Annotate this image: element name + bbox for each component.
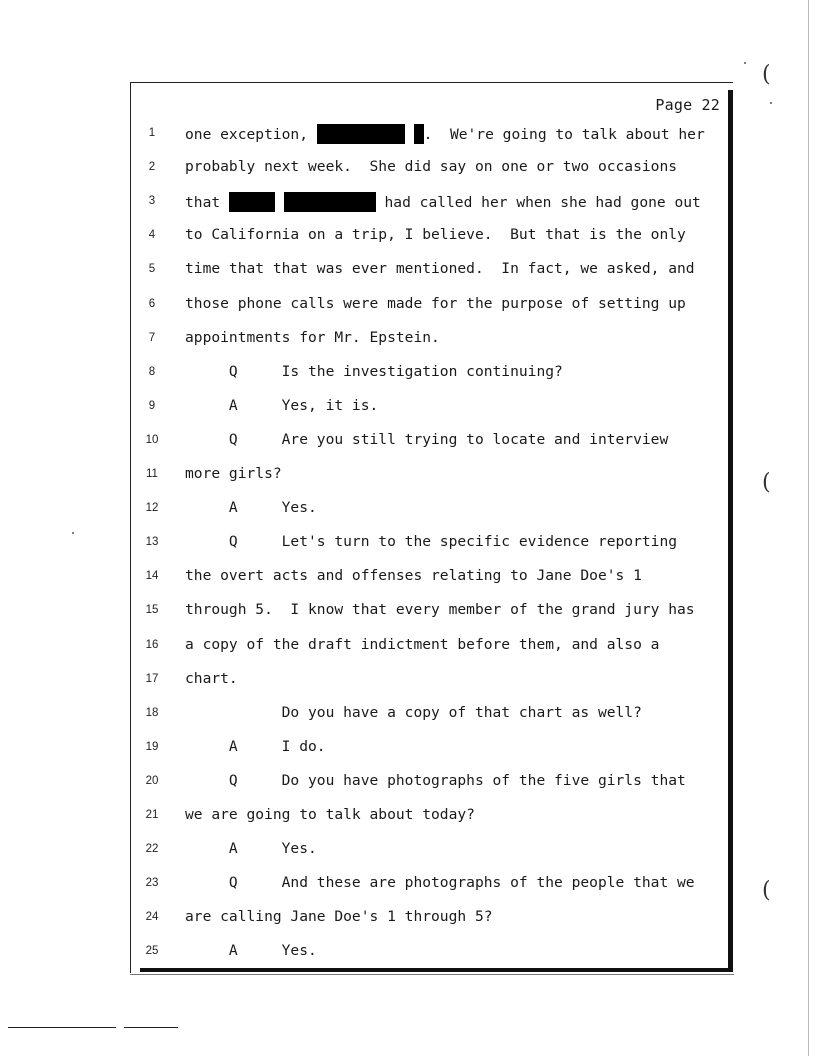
frame-bottom-border	[140, 968, 732, 972]
transcript-line	[185, 806, 475, 824]
line-text-segment: A Yes.	[185, 942, 317, 960]
transcript-line	[185, 260, 695, 278]
transcript-line	[185, 192, 701, 212]
line-number: 12	[145, 502, 159, 515]
line-text-segment: that	[185, 194, 229, 212]
transcript-line	[185, 431, 668, 449]
line-text-segment: a copy of the draft indictment before them, and also a	[185, 635, 660, 653]
line-text-segment: A I do.	[185, 737, 326, 755]
line-text-segment: more girls?	[185, 465, 282, 482]
footer-rule	[8, 1027, 116, 1028]
redaction-block	[284, 192, 376, 212]
line-text-segment: chart.	[185, 669, 238, 687]
transcript-line	[185, 295, 686, 313]
line-text-segment: time that that was ever mentioned. In fact, we asked, and	[185, 260, 695, 278]
line-number: 6	[148, 297, 156, 310]
scan-edge-line	[808, 0, 809, 1056]
line-text-segment	[275, 194, 284, 211]
frame-bottom-shadow	[130, 974, 734, 975]
line-text-segment: appointments for Mr. Epstein.	[185, 328, 440, 346]
transcript-line	[185, 158, 677, 176]
transcript-line	[185, 124, 705, 144]
line-number: 7	[148, 331, 156, 344]
line-text-segment: . We're going to talk about her	[423, 126, 705, 143]
transcript-line	[185, 499, 317, 517]
line-number: 13	[145, 536, 159, 549]
footer-rule	[124, 1027, 178, 1028]
line-text-segment: are calling Jane Doe's 1 through 5?	[185, 908, 493, 926]
transcript-line	[185, 840, 317, 858]
transcript-line	[185, 397, 378, 415]
line-number: 22	[145, 843, 159, 856]
transcript-line	[185, 908, 493, 926]
transcript-line	[185, 636, 659, 654]
line-number: 15	[145, 604, 159, 617]
transcript-line	[185, 670, 238, 688]
transcript-line	[185, 567, 642, 585]
line-text-segment: Q Is the investigation continuing?	[185, 362, 563, 380]
redaction-block	[317, 124, 405, 144]
scan-speck	[744, 62, 746, 64]
line-number: 24	[145, 911, 159, 924]
transcript-line	[185, 942, 317, 960]
line-text-segment: had called her when she had gone out	[375, 194, 701, 212]
line-text-segment: A Yes.	[185, 840, 317, 858]
transcript-line	[185, 704, 642, 722]
transcript-line	[185, 738, 326, 756]
line-text-segment: A Yes, it is.	[185, 396, 379, 414]
line-text-segment: one exception,	[185, 126, 317, 143]
transcript-line	[185, 465, 282, 483]
line-text-segment: A Yes.	[185, 499, 317, 517]
transcript-line	[185, 329, 440, 347]
page-number: Page 22	[655, 96, 720, 114]
transcript-line	[185, 363, 563, 381]
line-text-segment: probably next week. She did say on one or two occasions	[185, 158, 678, 176]
scan-speck	[72, 532, 74, 534]
line-text-segment: Q Are you still trying to locate and interview	[185, 430, 669, 448]
line-number: 25	[145, 945, 159, 958]
line-text-segment: through 5. I know that every member of the grand jury has	[185, 601, 695, 619]
line-text-segment: Do you have a copy of that chart as well?	[185, 703, 642, 721]
transcript-line	[185, 874, 695, 892]
redaction-block	[414, 124, 424, 144]
line-text-segment: we are going to talk about today?	[185, 806, 475, 823]
line-number: 23	[145, 877, 159, 890]
line-number: 19	[145, 740, 159, 753]
line-number: 17	[145, 672, 159, 685]
line-number: 16	[145, 638, 159, 651]
line-number: 3	[148, 195, 156, 208]
transcript-line	[185, 601, 695, 619]
line-number: 2	[148, 161, 156, 174]
redaction-block	[229, 192, 275, 212]
line-number: 10	[145, 433, 159, 446]
line-number: 4	[148, 229, 156, 242]
line-number: 18	[145, 706, 159, 719]
line-number: 5	[148, 263, 156, 276]
margin-bracket-mark: (	[762, 470, 771, 495]
line-text-segment: Q Let's turn to the specific evidence reporting	[185, 533, 678, 551]
line-text-segment	[405, 126, 414, 143]
line-number: 8	[148, 365, 156, 378]
line-text-segment: to California on a trip, I believe. But that is the only	[185, 226, 686, 244]
line-text-segment: Q Do you have photographs of the five girls that	[185, 771, 686, 789]
line-text-segment: the overt acts and offenses relating to Jane Doe's 1	[185, 567, 642, 585]
transcript-line	[185, 772, 686, 790]
line-number: 9	[148, 399, 156, 412]
frame-right-border	[728, 90, 733, 972]
scan-speck	[770, 102, 772, 104]
line-text-segment: Q And these are photographs of the people that we	[185, 874, 695, 892]
line-number: 1	[148, 127, 156, 139]
line-number: 20	[145, 774, 159, 787]
line-text-segment: those phone calls were made for the purpose of setting up	[185, 294, 686, 312]
line-number: 14	[145, 570, 159, 583]
margin-bracket-mark: (	[762, 62, 771, 87]
transcript-line	[185, 533, 677, 551]
line-number: 21	[145, 809, 159, 821]
transcript-line	[185, 226, 686, 244]
line-number: 11	[146, 468, 158, 480]
margin-bracket-mark: (	[762, 878, 771, 903]
